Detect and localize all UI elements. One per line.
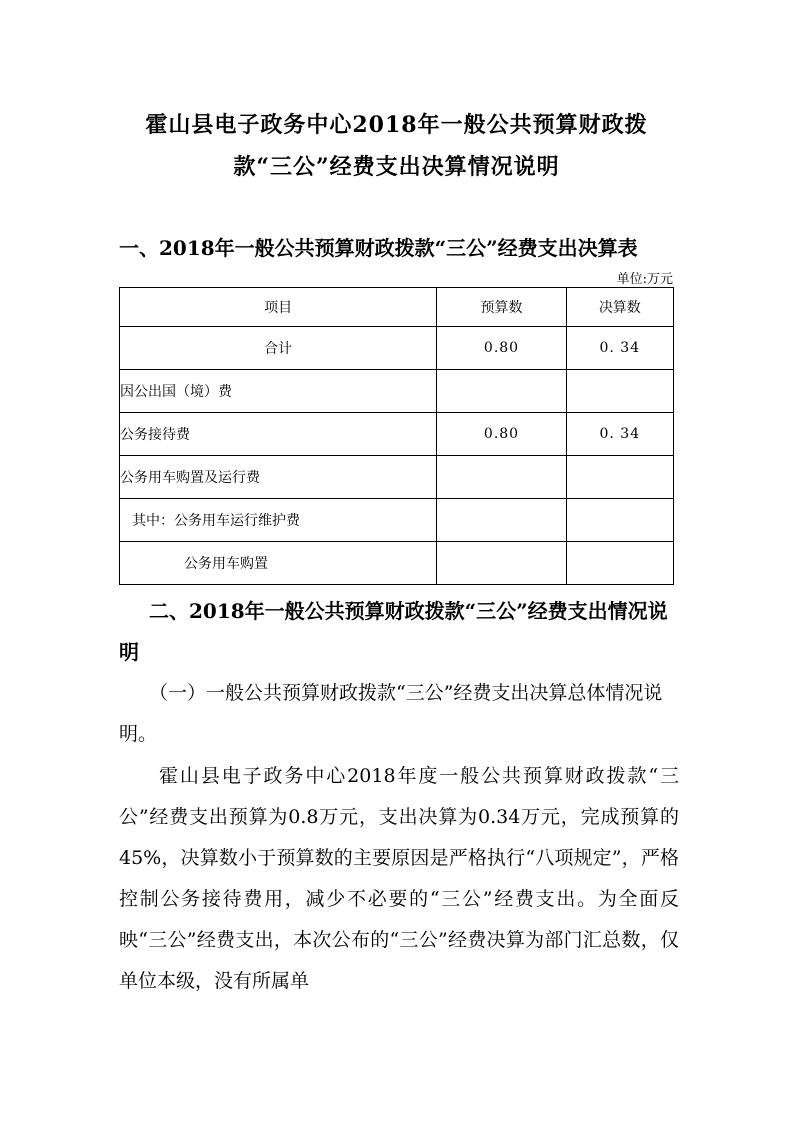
- budget-table: [119, 287, 674, 585]
- table-row: [120, 542, 674, 585]
- header-item: 项目: [120, 288, 437, 327]
- row-item: 公务用车购置: [120, 542, 437, 585]
- row-actual: [566, 456, 673, 499]
- row-actual: [566, 499, 673, 542]
- row-actual: 0. 34: [566, 413, 673, 456]
- row-item: 公务用车购置及运行费: [120, 456, 437, 499]
- section2-heading: 二、2018年一般公共预算财政拨款“三公”经费支出情况说明: [119, 599, 668, 664]
- body-paragraph: 霍山县电子政务中心2018年度一般公共预算财政拨款“三公”经费支出预算为0.8万元，支出决算为0.34万元，完成预算的45%，决算数小于预算数的主要原因是严格执行“八项规定”，严格控制公务接待费用，减少不必要的“三公”经费支出。为全面反映“三公”经费支出，本次公布的“三公”经费决算为部门汇总数，仅单位本级，没有所属单: [119, 765, 679, 992]
- table-row: [120, 456, 674, 499]
- row-item: 因公出国（境）费: [120, 370, 437, 413]
- row-item: 其中：公务用车运行维护费: [120, 499, 437, 542]
- row-budget: [437, 499, 566, 542]
- row-budget: 0.80: [437, 413, 566, 456]
- row-item: 合计: [120, 327, 437, 370]
- row-budget: 0.80: [437, 327, 566, 370]
- row-actual: [566, 542, 673, 585]
- table-row: [120, 370, 674, 413]
- row-budget: [437, 542, 566, 585]
- header-actual: 决算数: [566, 288, 673, 327]
- row-budget: [437, 370, 566, 413]
- section1-heading: 一、2018年一般公共预算财政拨款“三公”经费支出决算表: [119, 236, 638, 260]
- subsection1-heading: （一）一般公共预算财政拨款“三公”经费支出决算总体情况说明。: [119, 682, 663, 745]
- table-header-row: [120, 288, 674, 327]
- unit-label: 单位:万元: [616, 272, 673, 287]
- document-title-line1: 霍山县电子政务中心2018年一般公共预算财政拨: [145, 112, 648, 138]
- header-budget: 预算数: [437, 288, 566, 327]
- table-row: [120, 413, 674, 456]
- row-actual: 0. 34: [566, 327, 673, 370]
- document-title-line2: 款“三公”经费支出决算情况说明: [233, 154, 560, 180]
- table-row: [120, 499, 674, 542]
- row-actual: [566, 370, 673, 413]
- table-row-total: [120, 327, 674, 370]
- row-budget: [437, 456, 566, 499]
- row-item: 公务接待费: [120, 413, 437, 456]
